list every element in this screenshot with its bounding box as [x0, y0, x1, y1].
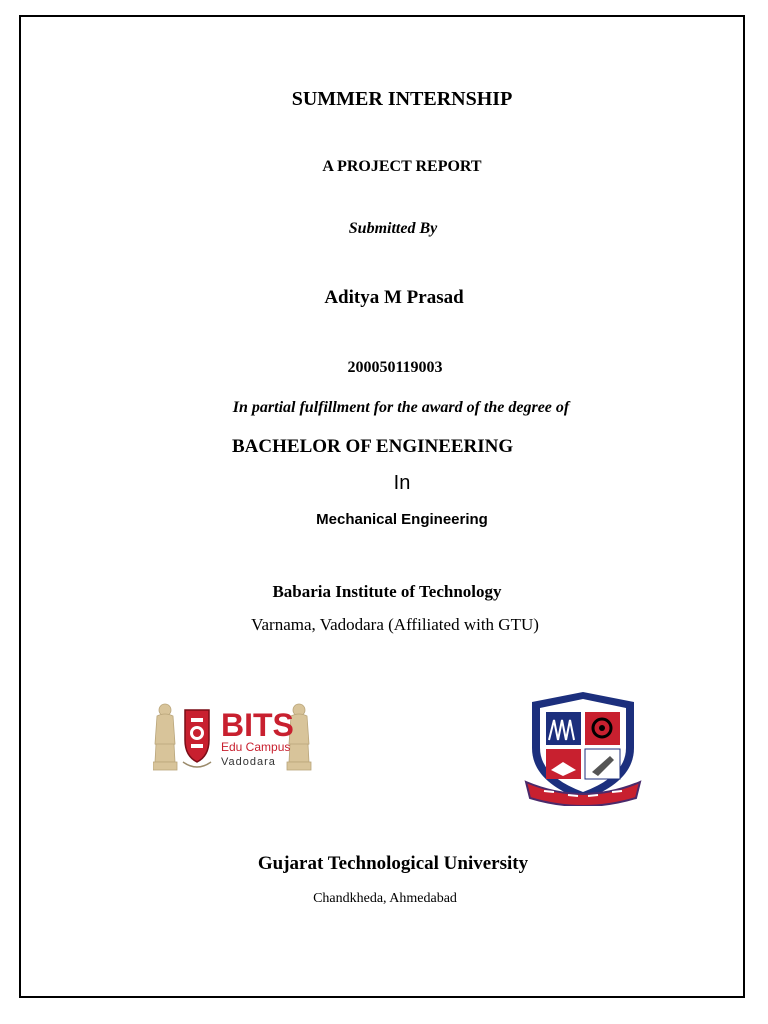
- bits-edu-campus-logo: [153, 700, 313, 776]
- report-subtitle: A PROJECT REPORT: [322, 158, 482, 175]
- bits-logo-line1: Edu Campus: [221, 740, 291, 754]
- institute-location: Varnama, Vadodara (Affiliated with GTU): [251, 615, 539, 634]
- degree-name: BACHELOR OF ENGINEERING: [232, 436, 514, 457]
- university-location: Chandkheda, Ahmedabad: [313, 891, 457, 906]
- bits-shield-icon: [183, 710, 211, 767]
- enrollment-number: 200050119003: [347, 359, 443, 376]
- author-name: Aditya M Prasad: [324, 287, 464, 308]
- report-title: SUMMER INTERNSHIP: [291, 88, 513, 110]
- gtu-logo: [524, 690, 642, 806]
- gtu-shield-icon: [526, 692, 640, 806]
- bits-logo-line2: Vadodara: [221, 756, 276, 768]
- branch-name: Mechanical Engineering: [316, 511, 488, 528]
- partial-fulfillment-text: In partial fulfillment for the award of the degree of: [232, 399, 570, 416]
- bits-logo-main: BITS: [221, 707, 294, 743]
- in-label: In: [393, 472, 411, 494]
- university-name: Gujarat Technological University: [257, 853, 529, 874]
- submitted-by-label: Submitted By: [348, 220, 438, 237]
- statue-left-icon: [153, 704, 177, 770]
- institute-name: Babaria Institute of Technology: [272, 582, 502, 601]
